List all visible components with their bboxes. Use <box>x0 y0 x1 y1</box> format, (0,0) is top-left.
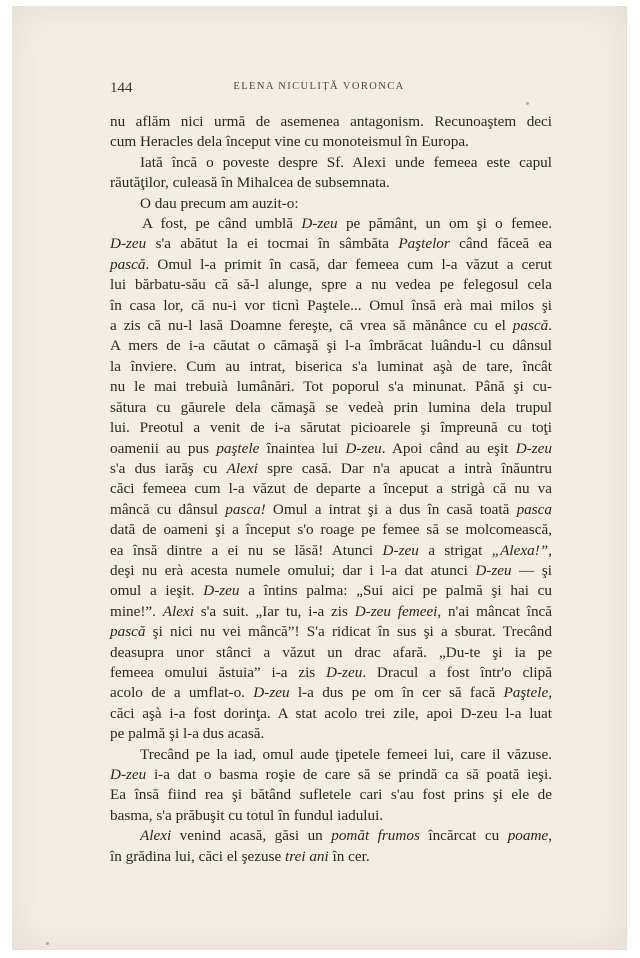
text-span: mâncă cu dânsul <box>110 500 226 518</box>
text-line <box>110 439 552 459</box>
text-line <box>110 643 552 663</box>
text-span: oamenii au pus <box>110 439 217 457</box>
italic-span: Alexi <box>140 827 172 845</box>
text-span: A mers de i-a căutat o cămaşă şi l-a îmbrăcat luându-l cu dânsul <box>110 337 552 355</box>
text-span: , <box>548 541 553 559</box>
text-span: înaintea lui <box>259 439 346 457</box>
text-span: . Apoi când au eşit <box>381 439 516 457</box>
text-span: venind acasă, găsi un <box>171 827 332 845</box>
italic-span: pască <box>110 255 146 273</box>
italic-span: pască <box>110 623 146 641</box>
italic-span: Alexi <box>162 602 194 620</box>
text-line <box>110 357 552 377</box>
text-span: sătura cu găurele dela cămaşă se vedeà prin lumina dela trupul <box>110 398 552 416</box>
text-span: spre casă. Dar n'a apucat a intrà înăuntru <box>257 459 552 477</box>
text-line <box>110 724 552 744</box>
text-line <box>110 479 552 499</box>
italic-span: pasca <box>516 500 552 518</box>
text-span: nu le mai trebuià lumânări. Tot poporul s'a minunat. Până şi cu- <box>110 378 552 396</box>
text-line <box>110 275 552 295</box>
text-span: dată de oameni şi a început s'o roage pe femee să se molcomească, <box>110 521 552 539</box>
text-line <box>110 745 552 765</box>
text-line <box>110 541 552 561</box>
text-line <box>110 500 552 520</box>
paper-speck <box>46 942 49 945</box>
text-span: , <box>548 827 552 845</box>
italic-span: pasca! <box>225 500 266 518</box>
text-span: — şi <box>511 561 552 579</box>
text-line <box>110 459 552 479</box>
text-span: i-a dat o basma roşie de care să se prindă ca să poată ieşi. <box>146 766 552 783</box>
text-line <box>110 336 552 356</box>
text-line <box>110 806 552 826</box>
italic-span: Paştele <box>503 684 549 702</box>
italic-span: paştele <box>216 439 260 457</box>
text-span: . Dracul a fost într'o clipă <box>362 663 552 681</box>
italic-span: D-zeu <box>382 541 419 559</box>
text-line <box>110 296 552 316</box>
italic-span: pască <box>512 317 549 335</box>
italic-span: poame <box>507 827 549 845</box>
text-line <box>110 316 552 336</box>
text-line <box>110 663 552 683</box>
text-span: A fost, pe când umblă <box>142 215 302 233</box>
text-span: pe palmă şi l-a dus acasă. <box>110 725 265 743</box>
text-span: la înviere. Cum au intrat, biserica s'a luminat aşà de tare, încât <box>110 357 552 375</box>
text-line <box>110 398 552 418</box>
body-text <box>110 112 552 867</box>
italic-span: D-zeu <box>515 439 552 457</box>
text-span: a strigat <box>418 541 492 559</box>
text-span: acolo de a umflat-o. <box>110 684 254 702</box>
text-span: în cer. <box>328 847 370 865</box>
text-span: O dau precum am auzit-o: <box>140 194 299 212</box>
text-span: s'a dus iarăş cu <box>110 459 227 477</box>
text-span: omul a ieşit. <box>110 582 204 600</box>
text-span: . Omul l-a primit în casă, dar femeea cum l-a văzut a cerut <box>145 255 552 273</box>
italic-span: „Alexa!” <box>491 541 549 559</box>
italic-span: D-zeu femeei <box>354 602 438 620</box>
text-span: cum Heracles dela început vine cu monoteismul în Europa. <box>110 133 469 151</box>
text-line <box>110 704 552 724</box>
running-title: ELENA NICULIȚĂ VORONCA <box>233 81 405 92</box>
text-line <box>110 785 552 805</box>
text-span: ea însă dintre a ei nu se lăsă! Atunci <box>110 541 383 559</box>
text-span: deasupra unor stânci a văzut un drac afară. „Du-te şi ia pe <box>110 643 552 661</box>
text-span: lui bărbatu-său că să-l alunge, spre a nu vedea pe felegosul cela <box>110 276 552 294</box>
text-line <box>110 377 552 397</box>
italic-span: Paştelor <box>398 235 450 253</box>
italic-span: D-zeu <box>326 663 363 681</box>
text-line <box>110 234 552 254</box>
book-page <box>12 6 627 950</box>
italic-span: D-zeu <box>253 684 290 702</box>
text-span: s'a suit. „Iar tu, i-a zis <box>193 602 355 620</box>
text-line <box>110 173 552 193</box>
text-line <box>110 683 552 703</box>
text-line <box>110 826 552 846</box>
text-span: . <box>548 317 552 335</box>
text-span: l-a dus pe om în cer să facă <box>289 684 504 702</box>
text-span: Omul a intrat şi a dus în casă toată <box>265 500 517 518</box>
text-line <box>110 561 552 581</box>
text-span: căci femeea cum l-a văzut de departe a început a strigà că nu va <box>110 480 552 498</box>
italic-span: D-zeu <box>110 235 147 253</box>
italic-span: pomăt frumos <box>331 827 420 845</box>
text-line <box>110 847 552 867</box>
text-span: femeea omului ăstuia” i-a zis <box>110 663 327 681</box>
text-span: căci aşà i-a fost dorinţa. A stat acolo trei zile, apoi D-zeu l-a luat <box>110 704 552 722</box>
paper-speck <box>526 102 529 105</box>
page-number: 144 <box>110 80 133 96</box>
text-span: , n'ai mâncat încă <box>437 602 553 620</box>
text-span: s'a abătut la ei tocmai în sâmbăta <box>146 235 399 253</box>
italic-span: Alexi <box>226 459 258 477</box>
text-span: pe pământ, un om şi o femee. <box>337 215 552 233</box>
text-line <box>110 520 552 540</box>
text-line <box>110 214 552 234</box>
text-line <box>110 418 552 438</box>
text-span: Iată încă o poveste despre Sf. Alexi unde femeea este capul <box>140 153 552 171</box>
text-span: când făceă ea <box>449 235 552 253</box>
text-line <box>110 112 552 132</box>
italic-span: D-zeu <box>475 561 512 579</box>
text-line <box>110 255 552 275</box>
italic-span: D-zeu <box>110 766 147 783</box>
text-line <box>110 581 552 601</box>
text-span: , <box>548 684 552 702</box>
text-line <box>110 194 552 214</box>
text-span: Trecând pe la iad, omul aude ţipetele femeei lui, care il văzuse. <box>140 745 552 763</box>
text-span: încărcat cu <box>419 827 508 845</box>
text-span: deşi nu erà acesta numele omului; dar i l-a dat atunci <box>110 561 476 579</box>
text-span: Ea însă fiind rea şi bătând sufletele cari s'au fost prins şi ele de <box>110 786 552 804</box>
italic-span: D-zeu <box>203 582 240 600</box>
text-line <box>110 622 552 642</box>
text-span: nu aflăm nici urmă de asemenea antagonism. Recunoaştem deci <box>110 113 552 130</box>
text-span: lui. Preotul a venit de i-a sărutat picioarele şi împreună cu toţi <box>110 419 552 437</box>
italic-span: D-zeu <box>345 439 382 457</box>
text-line <box>110 765 552 785</box>
text-span: a zis că nu-l lasă Doamne fereşte, că vrea să mănânce cu el <box>110 317 513 335</box>
text-span: şi nici nu vei mâncă”! S'a ridicat în sus şi a sburat. Trecând <box>145 623 552 641</box>
text-span: în casa lor, că nu-i vor ticnì Paştele... Omul însă erà mai milos şi <box>110 296 552 314</box>
italic-span: trei ani <box>285 847 329 865</box>
text-line <box>110 602 552 622</box>
text-span: basma, s'a prăbuşit cu totul în fundul iadului. <box>110 806 384 824</box>
text-span: a întins palma: „Sui aici pe palmă şi hai cu <box>239 582 552 600</box>
italic-span: D-zeu <box>301 215 338 233</box>
text-span: în grădina lui, căci el şezuse <box>110 847 286 865</box>
text-line <box>110 153 552 173</box>
text-span: mine!”. <box>110 602 163 620</box>
text-line <box>110 132 552 152</box>
text-span: răutăţilor, culeasă în Mihalcea de subsemnata. <box>110 174 390 192</box>
